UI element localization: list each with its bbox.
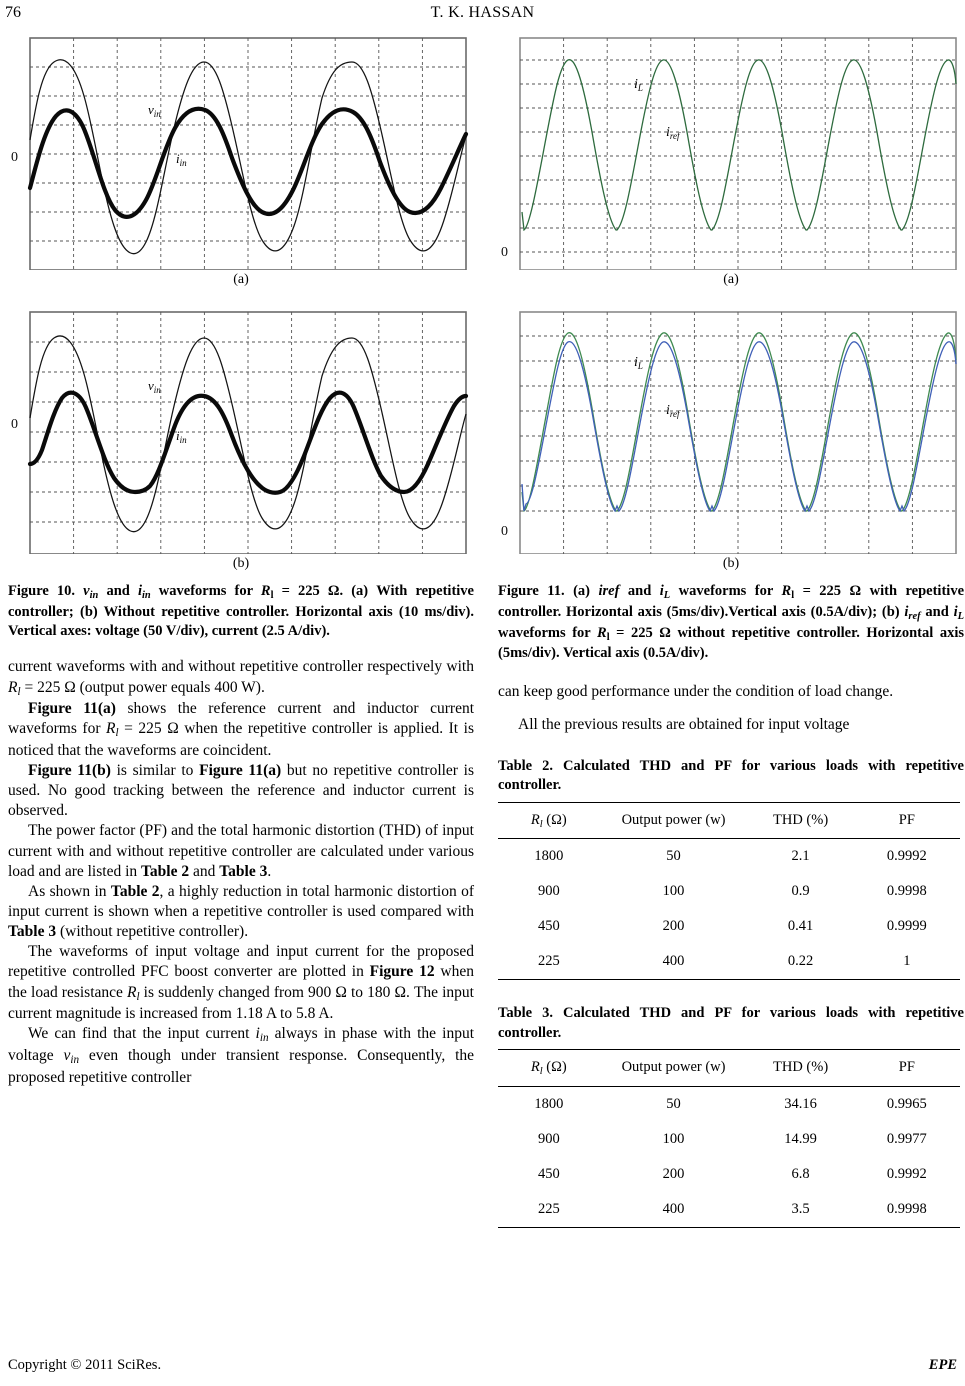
figure-11-caption: Figure 11. (a) iref and $i_L$ waveforms for $R_l = 225$ Ω with repetitive controller. Horizontal axis (5ms/div).Vertical axis (0.5A/div); (b) $i_{ref}$ and $i_L$ waveforms for $R_l = 225$ Ω without repetitive controller. Horizontal axis (5ms/div). Vertical axis (0.5A/div).: [498, 583, 964, 662]
figure-10b-svg: [8, 304, 474, 554]
figure-11b-zero-label: 0: [501, 524, 508, 539]
figure-10b: [8, 304, 474, 572]
table-3-block: [498, 1004, 964, 1227]
figure-11b-subcaption: (b): [722, 556, 740, 571]
table-cell: 0.9965: [886, 1095, 927, 1112]
left-column: [8, 30, 474, 1088]
table-cell: 1: [854, 944, 960, 980]
figure-10a-plot: [8, 30, 474, 270]
table-row: [498, 1086, 960, 1122]
table-cell: 400: [600, 1192, 748, 1228]
table-row: [498, 1192, 960, 1228]
table-cell: 1800: [534, 1095, 564, 1112]
table-2-header-cell: Output power (w): [600, 802, 748, 839]
table-3: [498, 1049, 960, 1228]
table-cell: 50: [666, 848, 681, 865]
table-cell: 200: [662, 1165, 685, 1182]
table-header-row: [498, 1050, 960, 1087]
paragraph: As shown in Table 2, a highly reduction in total harmonic distortion of input current is shown when a repetitive controller is used compared with Table 3 (without repetitive controller).: [8, 882, 474, 941]
figure-11a-svg: [498, 30, 964, 270]
table-cell: 400: [600, 944, 748, 980]
figure-10a-label-iin: $i_{in}$: [176, 151, 187, 168]
figure-10b-label-vin: $v_{in}$: [148, 378, 161, 395]
running-title: T. K. HASSAN: [430, 4, 535, 21]
figure-11a: [498, 30, 964, 288]
page-footer: [8, 1357, 957, 1374]
table-cell: 0.9977: [886, 1130, 927, 1147]
table-row: [498, 909, 960, 944]
footer-journal: EPE: [928, 1357, 957, 1373]
figure-10a-subcaption: (a): [233, 272, 249, 287]
table-cell: 0.9999: [886, 918, 927, 935]
right-column-body: [498, 682, 964, 735]
figure-11a-zero-label: 0: [501, 245, 508, 260]
figure-10b-subcaption: (b): [232, 556, 250, 571]
figure-11b-svg: [498, 304, 964, 554]
page-number: 76: [5, 4, 21, 21]
table-cell: 1800: [534, 848, 564, 865]
figure-10a-zero-label: 0: [11, 150, 18, 165]
table-cell: 34.16: [784, 1095, 817, 1112]
paragraph: We can find that the input current $i_{in}$ always in phase with the input voltage $v_{in}$ even though under transient response. Consequently, the proposed repetitive controller: [8, 1025, 475, 1086]
figure-10-caption: Figure 10. $v_{in}$ and $i_{in}$ waveforms for $R_l = 225$ Ω. (a) With repetitive controller; (b) Without repetitive controller. Horizontal axis (10 ms/div). Vertical axes: voltage (50 V/div), current (2.5 A/div).: [8, 583, 474, 640]
table-cell: 0.9992: [886, 848, 927, 865]
paragraph: Figure 11(a) shows the reference current and inductor current waveforms for $R_l = 225$ Ω when the repetitive controller is applied. It is noticed that the waveforms are coincident.: [8, 700, 475, 759]
table-2-title: Table 2. Calculated THD and PF for various loads with repetitive controller.: [498, 757, 964, 794]
table-cell: 450: [537, 918, 560, 935]
table-cell: 0.9992: [886, 1165, 927, 1182]
figure-10a: [8, 30, 474, 288]
left-column-body: [8, 657, 474, 1087]
table-cell: 225: [498, 944, 600, 980]
table-cell: 900: [537, 1130, 560, 1147]
table-row: [498, 1157, 960, 1192]
figure-10a-label-vin: $v_{in}$: [148, 102, 161, 119]
table-3-title: Table 3. Calculated THD and PF for various loads with repetitive controller.: [498, 1005, 964, 1041]
figure-10b-label-iin: $i_{in}$: [176, 428, 187, 445]
table-cell: 225: [498, 1192, 600, 1228]
figure-11b-label-iref: $i_{ref}$: [666, 403, 680, 419]
paragraph: current waveforms with and without repetitive controller respectively with $R_l = 225$ Ω (output power equals 400 W).: [8, 658, 474, 698]
table-cell: 450: [537, 1165, 560, 1182]
table-row: [498, 944, 960, 980]
table-3-header-cell: THD (%): [747, 1050, 853, 1087]
right-column: [498, 30, 964, 1228]
paragraph: All the previous results are obtained for input voltage: [518, 715, 850, 733]
paragraph: can keep good performance under the condition of load change.: [498, 682, 894, 700]
figure-11a-label-il: $i_L$: [634, 77, 643, 93]
figure-11b-plot: [498, 304, 964, 554]
table-row: [498, 1122, 960, 1157]
table-cell: 14.99: [784, 1130, 817, 1147]
table-cell: 50: [666, 1095, 681, 1112]
figure-10a-svg: [8, 30, 474, 270]
table-cell: 0.22: [747, 944, 853, 980]
table-header-row: [498, 802, 960, 839]
paragraph: Figure 11(b) is similar to Figure 11(a) but no repetitive controller is used. No good tracking between the reference and inductor current is observed.: [8, 762, 474, 820]
table-cell: 900: [537, 883, 560, 900]
paragraph: The waveforms of input voltage and input current for the proposed repetitive controlled PFC boost converter are plotted in Figure 12 when the load resistance $R_l$ is suddenly changed from 900 Ω to 180 Ω. The input current magnitude is increased from 1.18 A to 5.8 A.: [8, 943, 475, 1023]
table-2-header-cell: THD (%): [747, 802, 853, 839]
table-cell: 6.8: [791, 1165, 810, 1182]
table-3-header-cell: PF: [854, 1050, 960, 1087]
table-2: [498, 802, 960, 981]
figure-10b-zero-label: 0: [11, 417, 18, 432]
figure-10b-plot: [8, 304, 474, 554]
table-cell: 0.9998: [886, 883, 927, 900]
table-cell: 0.9998: [854, 1192, 960, 1228]
table-row: [498, 874, 960, 909]
footer-copyright: Copyright © 2011 SciRes.: [8, 1357, 162, 1373]
table-cell: 3.5: [747, 1192, 853, 1228]
table-2-header-cell: $R_l$ (Ω): [498, 802, 600, 839]
paragraph: The power factor (PF) and the total harmonic distortion (THD) of input current with and without repetitive controller are calculated under various load and are listed in Table 2 and Table 3.: [8, 822, 474, 880]
table-cell: 200: [662, 918, 685, 935]
table-2-block: [498, 757, 964, 980]
table-3-header-cell: Output power (w): [600, 1050, 748, 1087]
table-3-header-cell: $R_l$ (Ω): [498, 1050, 600, 1087]
figure-11a-plot: [498, 30, 964, 270]
page-header: [0, 4, 965, 28]
table-cell: 0.41: [787, 918, 814, 935]
table-cell: 0.9: [791, 883, 810, 900]
table-cell: 100: [662, 883, 685, 900]
figure-11a-subcaption: (a): [723, 272, 739, 287]
table-cell: 100: [662, 1130, 685, 1147]
figure-11b-label-il: $i_L$: [634, 355, 643, 371]
table-row: [498, 839, 960, 875]
figure-11a-label-iref: $i_{ref}$: [666, 125, 680, 141]
figure-11b: [498, 304, 964, 572]
table-2-header-cell: PF: [854, 802, 960, 839]
table-cell: 2.1: [791, 848, 810, 865]
